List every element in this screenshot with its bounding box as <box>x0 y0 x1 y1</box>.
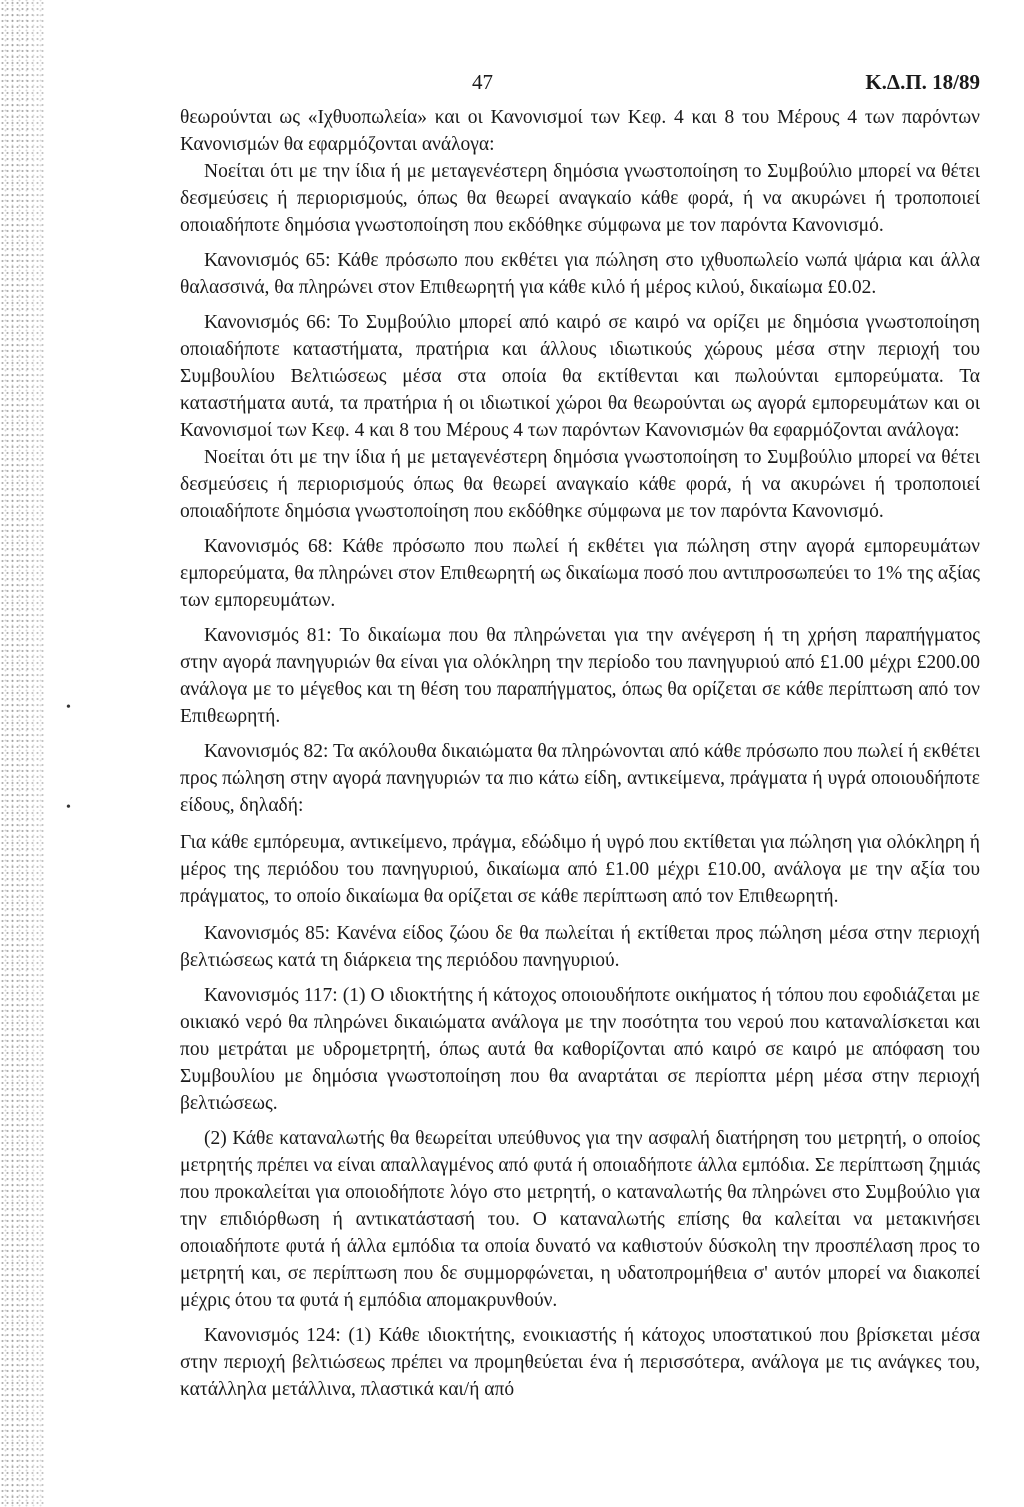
paragraph: Κανονισμός 65: Κάθε πρόσωπο που εκθέτει για πώληση στο ιχθυοπωλείο νωπά ψάρια και άλλα θαλασσινά, θα πληρώνει στον Επιθεωρητή για κάθε κιλό ή μέρος κιλού, δικαίωμα £0.02. <box>180 250 980 298</box>
paragraph: Κανονισμός 124: (1) Κάθε ιδιοκτήτης, ενοικιαστής ή κάτοχος υποστατικού που βρίσκεται μέσα στην περιοχή βελτιώσεως πρέπει να προμηθεύεται ένα ή περισσότερα, ανάλογα με τις ανάγκες του, κατάλληλα μετάλλινα, πλαστικά και/ή από <box>180 1325 980 1400</box>
paragraph: Κανονισμός 68: Κάθε πρόσωπο που πωλεί ή εκθέτει για πώληση στην αγορά εμπορευμάτων εμπορεύματα, θα πληρώνει στον Επιθεωρητή ως δικαίωμα ποσό που αντιπροσωπεύει το 1% της αξίας των εμπορευμάτων. <box>180 536 980 611</box>
paragraph: Νοείται ότι με την ίδια ή με μεταγενέστερη δημόσια γνωστοποίηση το Συμβούλιο μπορεί να θέτει δεσμεύσεις ή περιορισμούς, όπως θα θεωρεί αναγκαίο κάθε φορά, ή να ακυρώνει ή τροποποιεί οποιαδήποτε δημόσια γνωστοποίηση που εκδόθηκε σύμφωνα με τον παρόντα Κανονισμό. <box>180 161 980 236</box>
paragraph: Κανονισμός 82: Τα ακόλουθα δικαιώματα θα πληρώνονται από κάθε πρόσωπο που πωλεί ή εκθέτει προς πώληση στην αγορά πανηγυριών τα πιο κάτω είδη, αντικείμενα, πράγματα ή υγρά οποιουδήποτε είδους, δηλαδή: <box>180 741 980 816</box>
margin-mark: • <box>66 800 71 815</box>
document-reference: Κ.Δ.Π. 18/89 <box>865 70 980 94</box>
paragraph: Κανονισμός 66: Το Συμβούλιο μπορεί από καιρό σε καιρό να ορίζει με δημόσια γνωστοποίηση οποιαδήποτε καταστήματα, πρατήρια και άλλους ιδιωτικούς χώρους μέσα στην περιοχή του Συμβουλίου Βελτιώσεως μέσα στα οποία θα εκτίθενται και πωλούνται εμπορεύματα. Τα καταστήματα αυτά, τα πρατήρια ή οι ιδιωτικοί χώροι θα θεωρούνται ως αγορά εμπορευμάτων και οι Κανονισμοί των Κεφ. 4 και 8 του Μέρους 4 των παρόντων Κανονισμών θα εφαρμόζονται ανάλογα: <box>180 312 980 441</box>
document-body <box>180 104 980 1403</box>
paragraph: Κανονισμός 85: Κανένα είδος ζώου δε θα πωλείται ή εκτίθεται προς πώληση μέσα στην περιοχή βελτιώσεως κατά τη διάρκεια της περιόδου πανηγυριού. <box>180 923 980 971</box>
paragraph: Νοείται ότι με την ίδια ή με μεταγενέστερη δημόσια γνωστοποίηση το Συμβούλιο μπορεί να θέτει δεσμεύσεις ή περιορισμούς όπως θα θεωρεί αναγκαίο κάθε φορά, ή να ακυρώνει ή τροποποιεί οποιαδήποτε δημόσια γνωστοποίηση που εκδόθηκε σύμφωνα με τον παρόντα Κανονισμό. <box>180 447 980 522</box>
scan-margin-noise-overlay <box>0 0 30 1507</box>
paragraph: Για κάθε εμπόρευμα, αντικείμενο, πράγμα, εδώδιμο ή υγρό που εκτίθεται για πώληση για ολόκληρη ή μέρος της περιόδου του πανηγυριού, δικαίωμα από £1.00 μέχρι £10.00, ανάλογα με την αξία του πράγματος, το οποίο δικαίωμα θα ορίζεται σε κάθε περίπτωση από τον Επιθεωρητή. <box>180 832 980 907</box>
paragraph: Κανονισμός 117: (1) Ο ιδιοκτήτης ή κάτοχος οποιουδήποτε οικήματος ή τόπου που εφοδιάζεται με οικιακό νερό θα πληρώνει δικαιώματα ανάλογα με την ποσότητα του νερού που καταναλίσκεται και που μετράται με υδρομετρητή, όπως αυτά θα καθορίζονται από καιρό σε καιρό με απόφαση του Συμβουλίου με δημόσια γνωστοποίηση που θα αναρτάται σε περίοπτα μέρη μέσα στην περιοχή βελτιώσεως. <box>180 985 980 1114</box>
margin-mark: • <box>66 700 71 715</box>
page-header <box>180 70 980 100</box>
paragraph: Κανονισμός 81: Το δικαίωμα που θα πληρώνεται για την ανέγερση ή τη χρήση παραπήγματος στην αγορά πανηγυριών θα είναι για ολόκληρη την περίοδο του πανηγυριού από £1.00 μέχρι £200.00 ανάλογα με το μέγεθος και τη θέση του παραπήγματος, όπως θα ορίζεται σε κάθε περίπτωση από τον Επιθεωρητή. <box>180 625 980 727</box>
paragraph: (2) Κάθε καταναλωτής θα θεωρείται υπεύθυνος για την ασφαλή διατήρηση του μετρητή, ο οποίος μετρητής πρέπει να είναι απαλλαγμένος από φυτά ή οποιαδήποτε άλλα εμπόδια. Σε περίπτωση ζημιάς που προκαλείται για οποιοδήποτε λόγο στο μετρητή, ο καταναλωτής θα πληρώνει στο Συμβούλιο για την επιδιόρθωση ή αντικατάστασή του. Ο καταναλωτής επίσης θα καλείται να μετακινήσει οποιαδήποτε φυτά ή άλλα εμπόδια τα οποία δυνατό να καθιστούν δύσκολη την προσπέλαση προς το μετρητή και, σε περίπτωση που δε συμμορφώνεται, η υδατοπρομήθεια σ' αυτόν μπορεί να διακοπεί μέχρις ότου τα φυτά ή εμπόδια απομακρυνθούν. <box>180 1128 980 1311</box>
page-number: 47 <box>472 70 493 94</box>
paragraph: θεωρούνται ως «Ιχθυοπωλεία» και οι Κανονισμοί των Κεφ. 4 και 8 του Μέρους 4 των παρόντων Κανονισμών θα εφαρμόζονται ανάλογα: <box>180 107 980 155</box>
